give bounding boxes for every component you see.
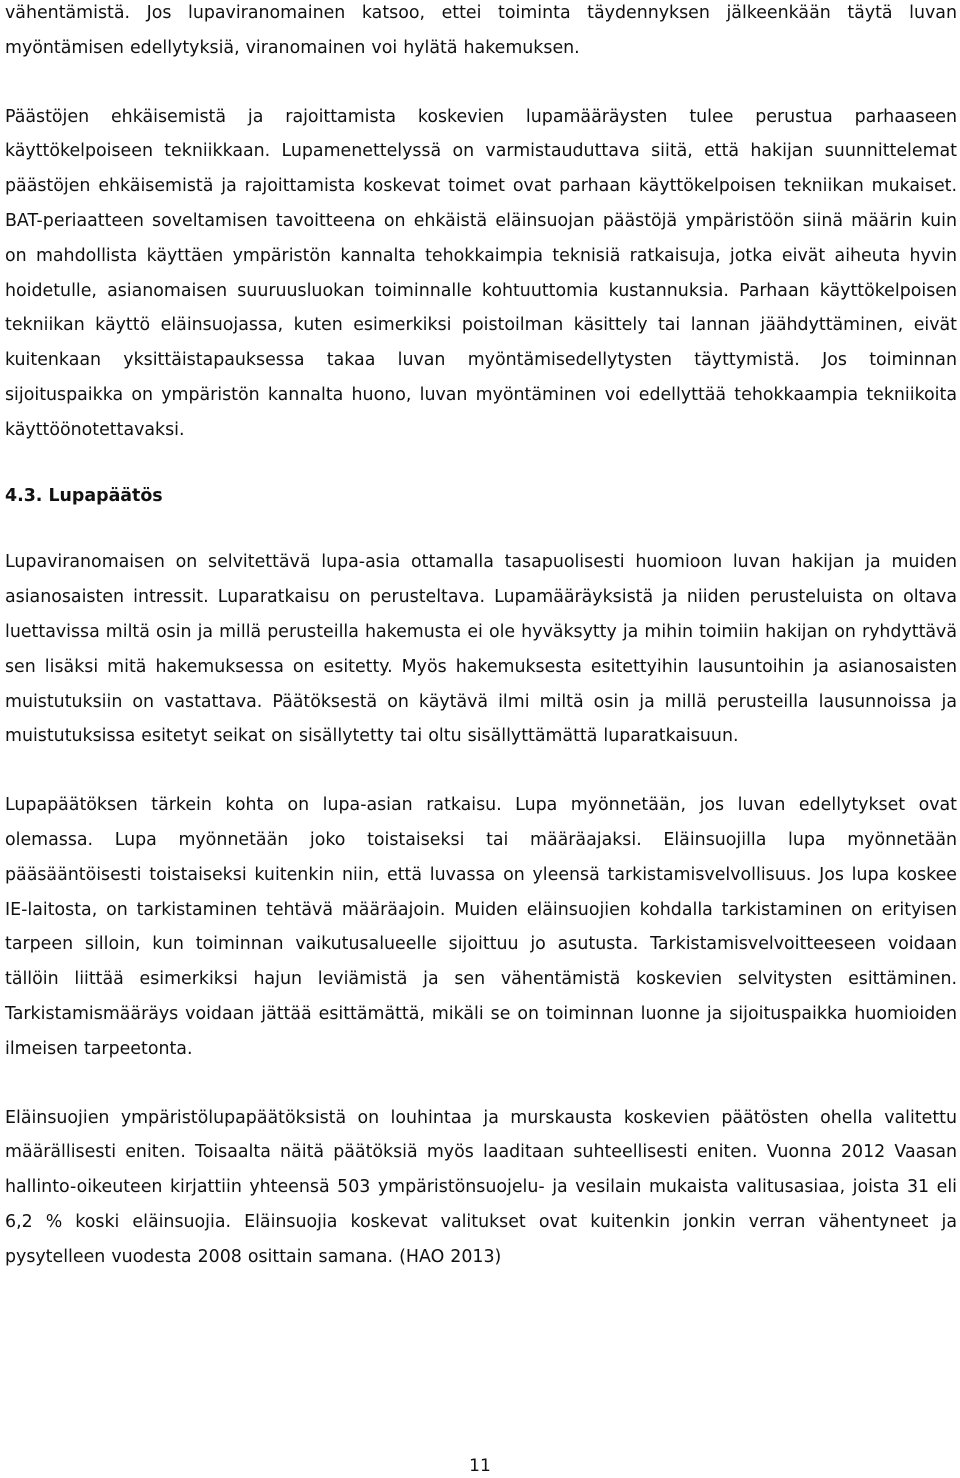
- heading-spacer: [5, 448, 957, 479]
- paragraph-appeals: Eläinsuojien ympäristölupapäätöksistä on louhintaa ja murskausta koskevien päätösten ohella valitettu määrällisesti eniten. Toisaalta näitä päätöksiä myös laaditaan suhteellisesti eniten. Vuonna 2012 Vaasan hallinto-oikeuteen kirjattiin yhteensä 503 ympäristönsuojelu- ja vesilain mukaista valitusasiaa, joista 31 eli 6,2 % koski eläinsuojia. Eläinsuojia koskevat valitukset ovat kuitenkin jonkin verran vähentyneet ja pysytelleen vuodesta 2008 osittain samana. (HAO 2013): [5, 1107, 957, 1267]
- paragraph-permit-validity: Lupapäätöksen tärkein kohta on lupa-asian ratkaisu. Lupa myönnetään, jos luvan edellytykset ovat olemassa. Lupa myönnetään joko toistaiseksi tai määräajaksi. Eläinsuojilla lupa myönnetään pääsääntöisesti toistaiseksi kuitenkin niin, että luvassa on yleensä tarkistamisvelvollisuus. Jos lupa koskee IE-laitosta, on tarkistaminen tehtävä määräajoin. Muiden eläinsuojien kohdalla tarkistaminen on erityisen tarpeen silloin, kun toiminnan vaikutusalueelle sijoittuu jo asutusta. Tarkistamisvelvoitteeseen voidaan tällöin liittää esimerkiksi hajun leviämistä ja sen vähentämistä koskevien selvitysten esittäminen. Tarkistamismääräys voidaan jättää esittämättä, mikäli se on toiminnan luonne ja sijoituspaikka huomioiden ilmeisen tarpeetonta.: [5, 795, 957, 1059]
- heading-spacer: [5, 513, 957, 545]
- paragraph-spacer: [5, 754, 957, 788]
- paragraph-spacer: [5, 66, 957, 100]
- paragraph-decision-justification: Lupaviranomaisen on selvitettävä lupa-asia ottamalla tasapuolisesti huomioon luvan hakijan ja muiden asianosaisten intressit. Luparatkaisu on perusteltava. Lupamääräyksistä ja niiden perusteluista on oltava luettavissa miltä osin ja millä perusteilla hakemusta ei ole hyväksytty ja mihin toimiin hakijan on ryhdyttävä sen lisäksi mitä hakemuksessa on esitetty. Myös hakemuksesta esitettyihin lausuntoihin ja asianosaisten muistutuksiin on vastattava. Päätöksestä on käytävä ilmi miltä osin ja millä perusteilla lausunnoissa ja muistutuksissa esitetyt seikat on sisällytetty tai oltu sisällyttämättä luparatkaisuun.: [5, 552, 957, 747]
- paragraph-spacer: [5, 1067, 957, 1101]
- document-page: [5, 0, 957, 1275]
- paragraph-continuation: vähentämistä. Jos lupaviranomainen katsoo, ettei toiminta täydennyksen jälkeenkään täytä luvan myöntämisen edellytyksiä, viranomainen voi hylätä hakemuksen.: [5, 3, 957, 58]
- paragraph-bat: Päästöjen ehkäisemistä ja rajoittamista koskevien lupamääräysten tulee perustua parhaaseen käyttökelpoiseen tekniikkaan. Lupamenettelyssä on varmistauduttava siitä, että hakijan suunnittelemat päästöjen ehkäisemistä ja rajoittamista koskevat toimet ovat parhaan käyttökelpoisen tekniikan mukaiset. BAT-periaatteen soveltamisen tavoitteena on ehkäistä eläinsuojan päästöjä ympäristöön siinä määrin kuin on mahdollista käyttäen ympäristön kannalta tehokkaimpia teknisiä ratkaisuja, jotka eivät aiheuta hyvin hoidetulle, asianomaisen suuruusluokan toiminnalle kohtuuttomia kustannuksia. Parhaan käyttökelpoisen tekniikan käyttö eläinsuojassa, kuten esimerkiksi poistoilman käsittely tai lannan jäähdyttäminen, eivät kuitenkaan yksittäistapauksessa takaa luvan myöntämisedellytysten täyttymistä. Jos toiminnan sijoituspaikka on ympäristön kannalta huono, luvan myöntäminen voi edellyttää tehokkaampia tekniikoita käyttöönotettavaksi.: [5, 106, 957, 440]
- section-heading: 4.3. Lupapäätös: [5, 485, 163, 506]
- page-number: 11: [469, 1456, 491, 1476]
